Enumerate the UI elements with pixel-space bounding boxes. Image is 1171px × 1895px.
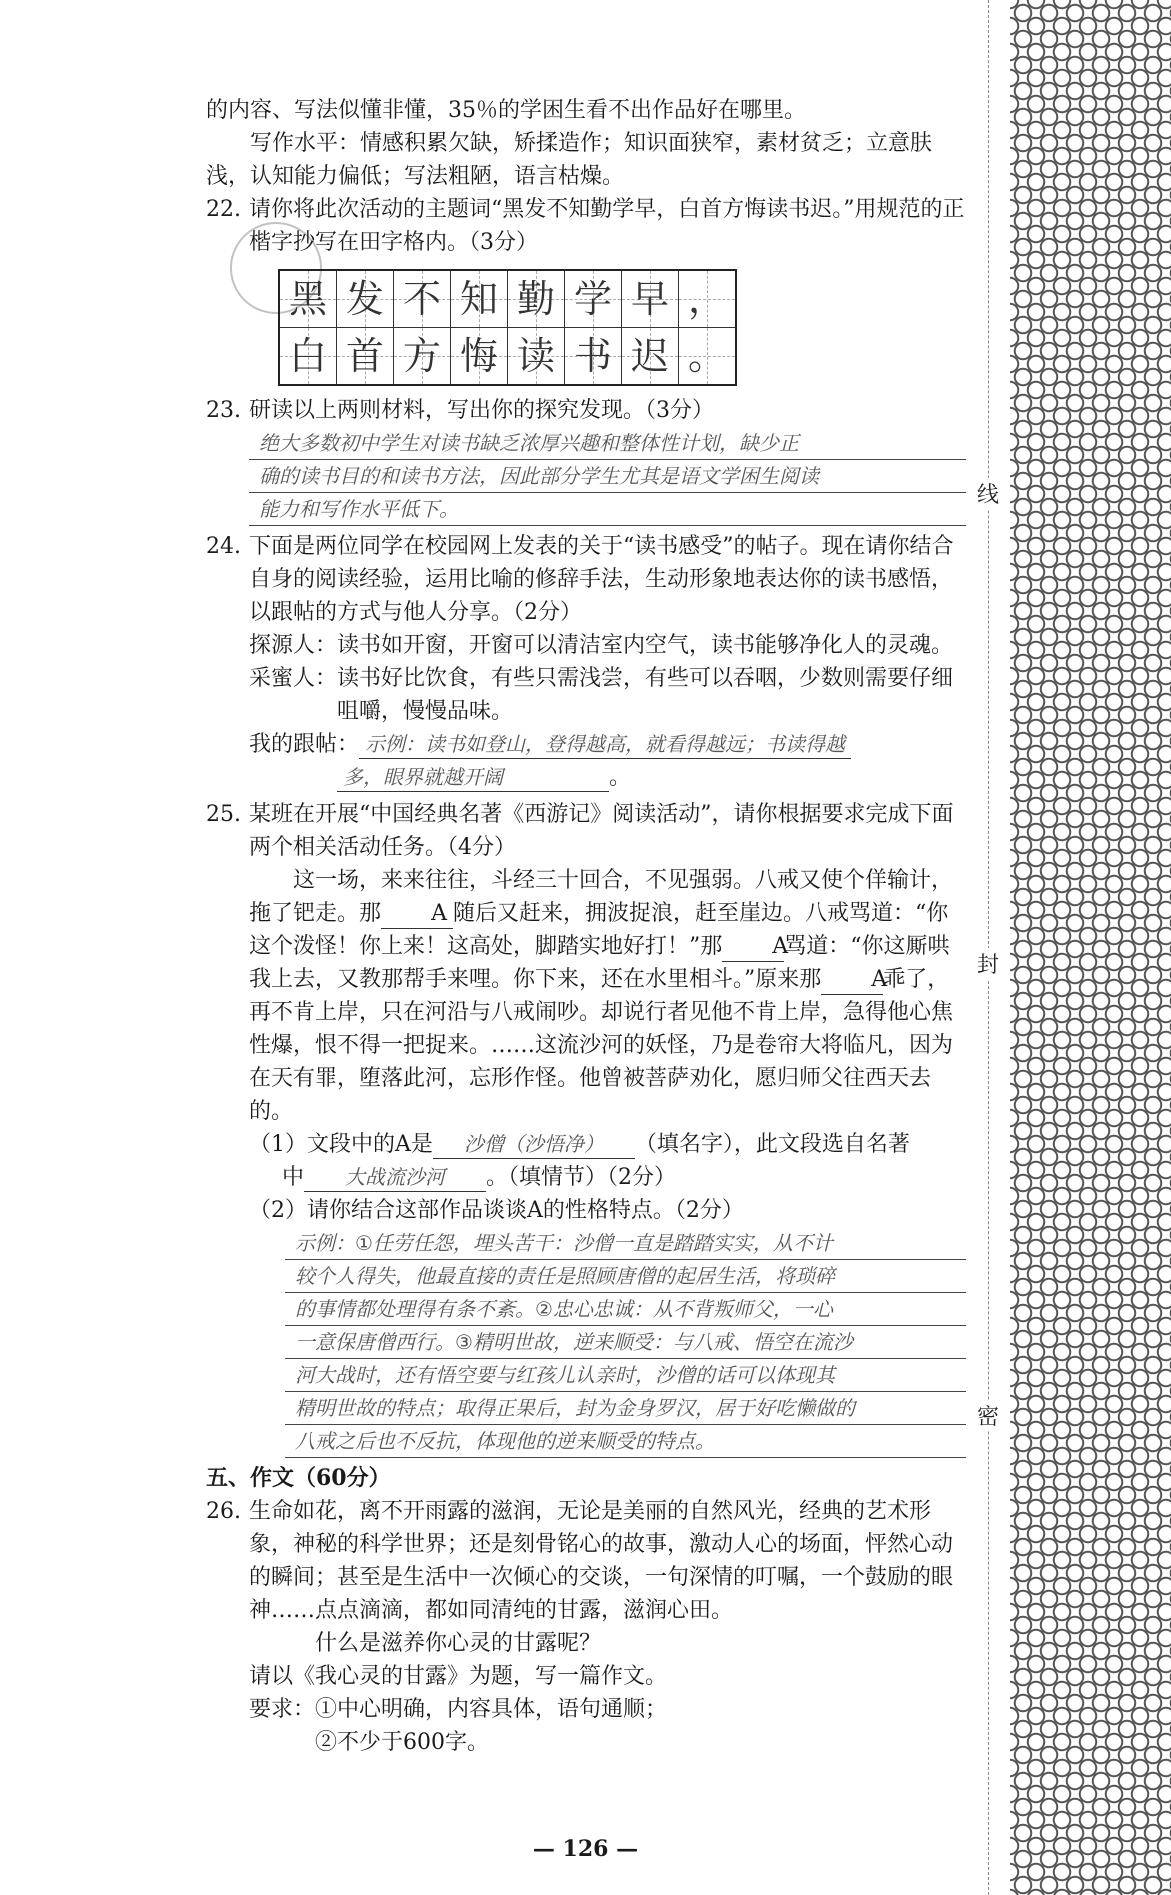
- sub-question-1-cont: 中 大战流沙河 。（填情节）（2分）: [282, 1165, 677, 1190]
- question-text: 某班在开展“中国经典名著《西游记》阅读活动”，请你根据要求完成下面两个相关活动任务。（4分）: [249, 802, 954, 860]
- question-text: 研读以上两则材料，写出你的探究发现。（3分）: [249, 398, 714, 423]
- intro-line-1: 的内容、写法似懂非懂，35％的学困生看不出作品好在哪里。: [206, 98, 806, 123]
- answer-25-2: [285, 1227, 966, 1458]
- writing-task: 请以《我心灵的甘露》为题，写一篇作文。: [249, 1664, 668, 1689]
- question-number: 26.: [206, 1499, 241, 1524]
- answer-line: 示例：①任劳任怨，埋头苦干：沙僧一直是踏踏实实，从不计: [285, 1227, 966, 1260]
- grid-cell: 发: [337, 270, 394, 328]
- question-25: [206, 798, 966, 1458]
- sub-question-1: （1）文段中的A是 沙僧（沙悟净） （填名字），此文段选自名著: [249, 1132, 910, 1157]
- answer-line: 能力和写作水平低下。: [249, 493, 966, 526]
- grid-cell: 。: [679, 328, 737, 386]
- grid-cell: 迟: [622, 328, 679, 386]
- margin-char-mi: 密: [974, 1400, 1002, 1431]
- grid-cell: 勤: [508, 270, 565, 328]
- grid-cell: 知: [451, 270, 508, 328]
- post-caimiren: 采蜜人：读书好比饮食，有些只需浅尝，有些可以吞咽，少数则需要仔细咀嚼，慢慢品味。: [249, 666, 954, 724]
- question-number: 22.: [206, 197, 241, 222]
- answer-episode: 大战流沙河: [304, 1163, 486, 1192]
- question-number: 23.: [206, 398, 241, 423]
- answer-line: 一意保唐僧西行。③精明世故，逆来顺受：与八戒、悟空在流沙: [285, 1326, 966, 1359]
- grid-cell: 白: [279, 328, 337, 386]
- content-column: [206, 94, 966, 1759]
- blank-a: A: [722, 933, 784, 962]
- prompt-question: 什么是滋养你心灵的甘露呢？: [315, 1631, 602, 1656]
- grid-cell: 书: [565, 328, 622, 386]
- reply-label: 我的跟帖：: [249, 732, 360, 757]
- grid-cell: ，: [679, 270, 737, 328]
- grid-cell: 悔: [451, 328, 508, 386]
- passage: 这一场，来来往往，斗经三十回合，不见强弱。八戒又使个佯输计，拖了钯走。那 A 随后又赶来，拥波捉浪，赶至崖边。八戒骂道：“你这个泼怪！你上来！这高处，脚踏实地好打！”那 A骂道：“你这厮哄我上去，又教那帮手来哩。你下来，还在水里相斗。”原来那 A乖了，再不肯上岸，只在河沿与八戒闹吵。却说行者见他不肯上岸，急得他心焦性爆，恨不得一把捉来。……这流沙河的妖怪，乃是卷帘大将临凡，因为在天有罪，堕落此河，忘形作怪。他曾被菩萨劝化，愿归师父往西天去的。: [249, 868, 954, 1124]
- question-26: [206, 1495, 966, 1759]
- reply-answer-line-2: 多，眼界就越开阔: [337, 763, 609, 792]
- reply-answer-line-1: 示例：读书如登山，登得越高，就看得越远；书读得越: [359, 730, 851, 759]
- sub-question-2: （2）请你结合这部作品谈谈A的性格特点。（2分）: [249, 1198, 744, 1223]
- blank-a: A: [381, 900, 453, 929]
- requirement-2: ②不少于600字。: [315, 1730, 489, 1755]
- grid-cell: 学: [565, 270, 622, 328]
- answer-line: 河大战时，还有悟空要与红孩儿认亲时，沙僧的话可以体现其: [285, 1359, 966, 1392]
- question-23: [206, 394, 966, 427]
- grid-row-1: [279, 270, 736, 328]
- blank-a: A: [821, 966, 883, 995]
- intro-line-2: 写作水平：情感积累欠缺，矫揉造作；知识面狭窄，素材贫乏；立意肤浅，认知能力偏低；写法粗陋，语言枯燥。: [206, 131, 933, 189]
- page-number: — 126 —: [532, 1836, 639, 1862]
- my-reply-cont: [249, 761, 966, 794]
- question-text: 生命如花，离不开雨露的滋润，无论是美丽的自然风光，经典的艺术形象，神秘的科学世界；还是刻骨铭心的故事，激动人心的场面，怦然心动的瞬间；甚至是生活中一次倾心的交谈，一句深情的叮嘱，一个鼓励的眼神……点点滴滴，都如同清纯的甘露，滋润心田。: [249, 1499, 954, 1623]
- answer-line: 绝大多数初中学生对读书缺乏浓厚兴趣和整体性计划，缺少正: [249, 427, 966, 460]
- question-text: 下面是两位同学在校园网上发表的关于“读书感受”的帖子。现在请你结合自身的阅读经验，运用比喻的修辞手法，生动形象地表达你的读书感悟，以跟帖的方式与他人分享。（2分）: [249, 534, 954, 625]
- answer-line: 确的读书目的和读书方法，因此部分学生尤其是语文学困生阅读: [249, 460, 966, 493]
- grid-cell: 黑: [279, 270, 337, 328]
- question-text: 请你将此次活动的主题词“黑发不知勤学早，白首方悔读书迟。”用规范的正楷字抄写在田字格内。（3分）: [249, 197, 965, 255]
- grid-cell: 不: [394, 270, 451, 328]
- grid-cell: 早: [622, 270, 679, 328]
- post-tanyuanren: 探源人：读书如开窗，开窗可以清洁室内空气，读书能够净化人的灵魂。: [249, 633, 954, 658]
- question-24: [206, 530, 966, 794]
- question-22: [206, 193, 966, 259]
- grid-cell: 方: [394, 328, 451, 386]
- tianzige-grid: [278, 269, 966, 386]
- answer-line: 较个人得失，他最直接的责任是照顾唐僧的起居生活，将琐碎: [285, 1260, 966, 1293]
- grid-row-2: [279, 328, 736, 386]
- grid-cell: 首: [337, 328, 394, 386]
- margin-char-feng: 封: [974, 948, 1002, 979]
- decorative-margin-pattern: [1010, 0, 1171, 1895]
- requirement-1: 要求：①中心明确，内容具体，语句通顺；: [249, 1697, 668, 1722]
- reply-end: 。: [609, 765, 632, 790]
- my-reply: [249, 728, 966, 761]
- answer-name: 沙僧（沙悟净）: [433, 1130, 635, 1159]
- answer-line: 的事情都处理得有条不紊。②忠心忠诚：从不背叛师父，一心: [285, 1293, 966, 1326]
- answer-23: [249, 427, 966, 526]
- section-title: 五、作文（60分）: [206, 1465, 391, 1491]
- answer-line: 八戒之后也不反抗，体现他的逆来顺受的特点。: [285, 1425, 966, 1458]
- question-number: 25.: [206, 802, 241, 827]
- margin-char-xian: 线: [974, 478, 1002, 509]
- answer-line: 精明世故的特点；取得正果后，封为金身罗汉，居于好吃懒做的: [285, 1392, 966, 1425]
- question-number: 24.: [206, 534, 241, 559]
- grid-cell: 读: [508, 328, 565, 386]
